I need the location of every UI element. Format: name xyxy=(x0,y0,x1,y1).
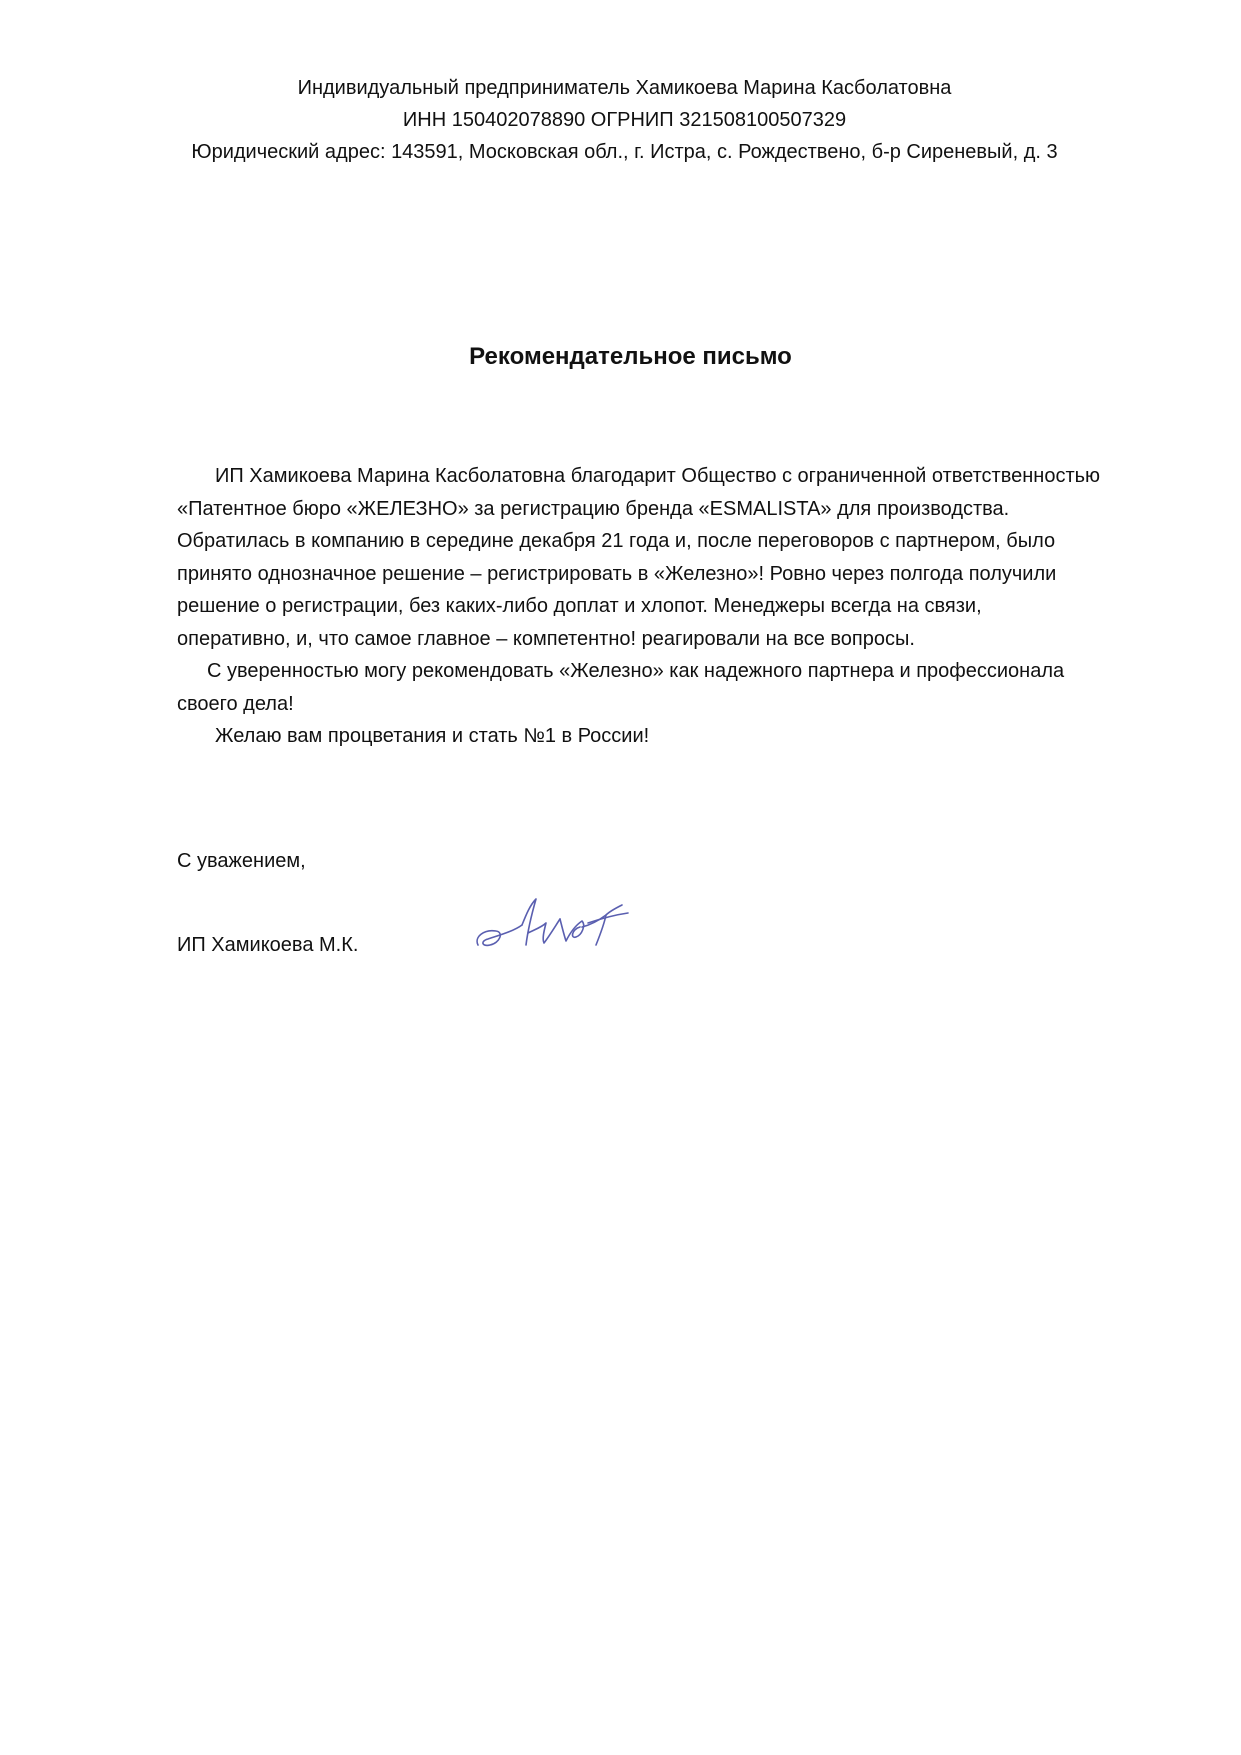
signer-name: ИП Хамикоева М.К. xyxy=(177,934,359,956)
body-line: «Патентное бюро «ЖЕЛЕЗНО» за регистрацию бренда «ESMALISTA» для производства. xyxy=(177,497,1010,520)
body-line: ИП Хамикоева Марина Касболатовна благодарит Общество с ограниченной ответственностью xyxy=(215,465,1101,487)
handwritten-signature xyxy=(470,885,650,965)
letterhead-ids: ИНН 150402078890 ОГРНИП 321508100507329 xyxy=(402,109,847,131)
body-line: С уверенностью могу рекомендовать «Железно» как надежного партнера и профессионала xyxy=(207,660,1065,682)
letterhead-name: Индивидуальный предприниматель Хамикоева Марина Касболатовна xyxy=(297,77,952,99)
body-line: Обратилась в компанию в середине декабря 21 года и, после переговоров с партнером, было xyxy=(177,530,1056,552)
body-line: Желаю вам процветания и стать №1 в России! xyxy=(215,725,650,747)
document-title: Рекомендательное письмо xyxy=(469,343,792,370)
body-line: принято однозначное решение – регистрировать в «Железно»! Ровно через полгода получили xyxy=(177,562,1057,585)
letterhead xyxy=(0,72,1241,168)
body-line: своего дела! xyxy=(177,692,294,715)
body-line: оперативно, и, что самое главное – компетентно! реагировали на все вопросы. xyxy=(177,627,915,650)
letterhead-address: Юридический адрес: 143591, Московская обл., г. Истра, с. Рождествено, б-р Сиреневый, д. 3 xyxy=(191,141,1058,163)
closing-salutation: С уважением, xyxy=(177,850,306,872)
letter-body xyxy=(177,460,1177,753)
body-line: решение о регистрации, без каких-либо доплат и хлопот. Менеджеры всегда на связи, xyxy=(177,595,982,617)
